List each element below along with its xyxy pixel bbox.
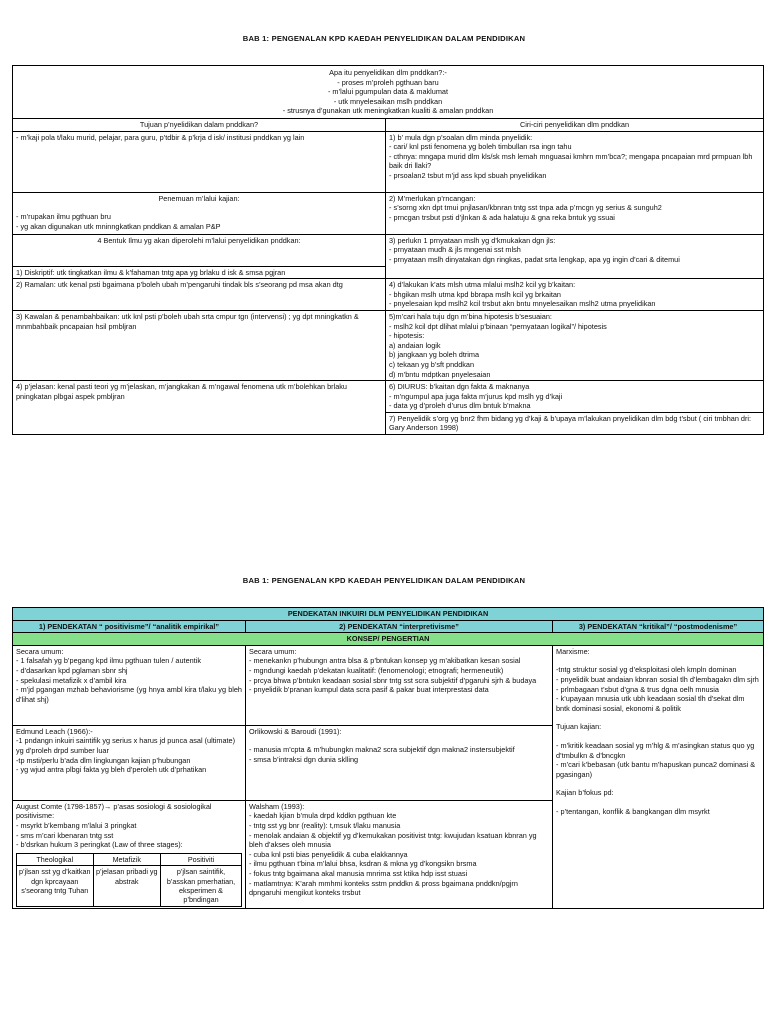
ciri-line: 2) M’merlukan p’rncangan: — [389, 193, 476, 203]
text-line: Walsham (1993): — [249, 801, 305, 811]
main-header: PENDEKATAN INKUIRI DLM PENYELIDIKAN PENDIDIKAN — [13, 608, 764, 621]
walsham-cell — [246, 800, 553, 908]
col1-header: 1) PENDEKATAN “ positivisme”/ “analitik empirikal” — [13, 620, 246, 633]
ciri-line: - cari/ knl psti fenomena yg boleh timbullan rsa ingn tahu — [389, 142, 572, 152]
stage-name: Theologikal — [17, 853, 94, 865]
ciri7-cell — [386, 412, 764, 434]
ciri-line: 6) DIURUS: b’kaitan dgn fakta & maknanya — [389, 382, 530, 392]
ciri6-cell — [386, 381, 764, 413]
text-line: Tujuan kajian: — [556, 722, 602, 732]
text-line: - k’upayaan mnusia utk ubh keadaan sosial tlh d’sekat dlm bntk dominasi sosial, ekonomi & politik — [556, 694, 745, 713]
text-line: - b’dsrkan hukum 3 peringkat (Law of three stages): — [16, 840, 183, 850]
text-line: -tntg struktur sosial yg d’eksploitasi oleh kmpln dominan — [556, 665, 737, 675]
text-line: - menolak andaian & objektif yg d’kemukakan positivist tntg: kwujudan ksatuan kbnran yg bleh d’akses oleh mnusia — [249, 830, 537, 850]
text-line: - 1 falsafah yg b’pegang kpd ilmu pgthuan tulen / autentik — [16, 656, 201, 666]
text-line: Marxisme: — [556, 646, 590, 656]
text-line: Orlikowski & Baroudi (1991): — [249, 726, 342, 736]
ciri2-cell — [386, 192, 764, 234]
stage-desc: p’jelasan pribadi yg abstrak — [93, 866, 161, 907]
text-line: -1 pndangn inkuiri saintifik yg serius x harus jd punca asal (ultimate) yg d’proleh drpd sumber luar — [16, 736, 236, 755]
text-line: - m’kritik keadaan sosial yg m’hlg & m’asingkan status quo yg d’tmbulkn & d’bncgkn — [556, 740, 755, 760]
text-line: August Comte (1798-1857)→ p’asas sosiologi & sosiologikal positivisme: — [16, 801, 212, 821]
bentuk3-cell — [13, 310, 386, 380]
intro-line: Apa itu penyelidikan dlm pnddkan?:- — [329, 68, 447, 77]
bentuk2-cell — [13, 279, 386, 311]
stage-name: Positiviti — [161, 853, 242, 865]
text-line: Secara umum: — [249, 646, 297, 656]
text-line: - kaedah kjian b’mula drpd kddkn pgthuan kte — [249, 811, 397, 821]
ciri-line: - s’sorng xkn dpt tmui pnjlasan/kbnran tntg sst tnpa ada p’rncgn yg serius & sunguh2 — [389, 203, 662, 213]
intro-line: - proses m’proleh pgthuan baru — [337, 77, 439, 87]
ciri-line: 5)m’cari hala tuju dgn m’bina hipotesis b’sesuaian: — [389, 311, 552, 321]
tujuan-text: - m’kaji pola t/laku murid, pelajar, para guru, p’tdbir & p’krja d isk/ institusi pnddkan yg lain — [16, 132, 305, 142]
ciri-line: - hipotesis: — [389, 331, 425, 341]
text-line: -tp msti/perlu b’ada dlm lingkungan kajian p’hubungan — [16, 755, 191, 765]
text-line: - smsa b’intraksi dgn dunia sklling — [249, 754, 359, 764]
text-line: - matlamtnya: K’arah mmhmi konteks sstm pnddkn & pross bgaimana pnddkn/pgjrn dpngaruhi mengikut konteks trsbut — [249, 878, 518, 898]
leach-cell — [13, 725, 246, 800]
text-line: - fokus tntg bgaimana akal manusia mnrima sst ktika hdp isst stuasi — [249, 868, 468, 878]
page1-title: BAB 1: PENGENALAN KPD KAEDAH PENYELIDIKAN DALAM PENDIDIKAN — [242, 34, 526, 43]
penemuan-cell — [13, 192, 386, 234]
positivisme-umum-cell — [13, 645, 246, 725]
ciri-line: 1) b’ mula dgn p’soalan dlm minda pnyelidik: — [389, 132, 533, 142]
text-line: - msyrkt b’kembang m’lalui 3 pringkat — [16, 820, 137, 830]
text-line: Kajian b’fokus pd: — [556, 788, 614, 798]
stage-desc: p’jlsan saintifik, b’asskan pmerhatian, eksperimen & p’bndingan — [161, 866, 242, 907]
col2-header: 2) PENDEKATAN “interpretivisme” — [246, 620, 553, 633]
konsep-header: KONSEP/ PENGERTIAN — [13, 633, 764, 646]
tujuan-header: Tujuan p’nyelidikan dalam pnddkan? — [13, 118, 386, 131]
text-line: - menekankn p’hubungn antra blsa & p’bntukan konsep yg m’akibatkan kesan sosial — [249, 656, 521, 666]
ciri-line: - data yg d’proleh d’urus dlm bntuk b’makna — [389, 401, 531, 411]
text-line: - prlmbagaan t’sbut d’gna & trus dgna oelh mnusia — [556, 684, 719, 694]
bentuk-header — [13, 234, 386, 266]
ciri4-cell — [386, 279, 764, 311]
comte-cell — [13, 800, 246, 908]
col3-header: 3) PENDEKATAN “kritikal”/ “postmodenisme” — [553, 620, 764, 633]
bentuk3-text: 3) Kawalan & penambahbaikan: utk knl psti p’boleh ubah srta cmpur tgn (intervensi) ; yg dpt mningkatkn & mnmbahbaik pncapaian hsil pmbljran — [16, 311, 359, 331]
text-line: - mgndungi kaedah p’dekatan kualitatif: (fenomenologi; etnografi; hermeneutik) — [249, 665, 504, 675]
kritikal-cell — [553, 645, 764, 908]
stage-desc: p’jlsan sst yg d’kaitkan dgn kprcayaan s’seorang tntg Tuhan — [17, 866, 94, 907]
ciri-line: 3) perlukn 1 prnyataan mslh yg d’kmukakan dgn jls: — [389, 235, 556, 245]
text-line: - pnyelidik b’pranan kumpul data scra pasif & pakar buat interprestasi data — [249, 685, 489, 695]
ciri-line: - mslh2 kcil dpt dlihat mlalui p’binaan “pernyataan logikal”/ hipotesis — [389, 321, 607, 331]
text-line: - prcya bhwa p’bntukn keadaan sosial sbnr tntg sst scra subjektif d’pgaruhi sjrh & budaya — [249, 675, 537, 685]
text-line: - sms m’cari kbenaran tntg sst — [16, 830, 114, 840]
bentuk4-text: 4) p’jelasan: kenal pasti teori yg m’jelaskan, m’jangkakan & m’ngawal fenomena utk m’bolehkan brlaku pningkatan plbgai aspek pmbljran — [16, 382, 347, 401]
text-line: Edmund Leach (1966):- — [16, 726, 93, 736]
penemuan-header: Penemuan m’lalui kajian: — [158, 193, 240, 203]
intro-line: - m’lalui pgumpulan data & maklumat — [327, 87, 449, 97]
ciri-line: a) andaian logik — [389, 340, 441, 350]
ciri-line: - m’ngumpul apa juga fakta m’jurus kpd mslh yg d’kaji — [389, 391, 563, 401]
table-pendekatan — [12, 607, 764, 909]
ciri7-text: 7) Penyelidik s’org yg bnr2 fhm bidang yg d’kaji & b’upaya m’lakukan pnyelidikan dlm bdg t’sbut ( ciri tmbhan dri: Gary Anderson 1998) — [389, 413, 752, 433]
page2-title: BAB 1: PENGENALAN KPD KAEDAH PENYELIDIKAN DALAM PENDIDIKAN — [242, 576, 526, 585]
text-line: - p’tentangan, konflik & bangkangan dlm msyrkt — [556, 806, 710, 816]
ciri-line: d) m’bntu mdptkan pnyelesaian — [389, 369, 491, 379]
ciri-line: - prnyataan mslh dinyatakan dgn ringkas, padat srta lengkap, apa yg ingin d’cari & ditemui — [389, 254, 680, 264]
ciri-line: 4) d’lakukan k’ats mlsh utma mlalui mslh2 kcil yg b’kaitan: — [389, 280, 576, 290]
intro-line: - utk mnyelesaikan mslh pnddkan — [333, 96, 443, 106]
text-line: - d’dasarkan kpd pglaman sbnr shj — [16, 665, 128, 675]
intro-cell — [13, 66, 764, 119]
ciri-line: - prncgan trsbut psti d’jlnkan & ada halatuju & gna reka bntuk yg ssuai — [389, 212, 615, 222]
ciri-line: - pnyelesaian kpd mslh2 kcil trsbut akn bntu mnyelesaikan mslh2 utma pnyelidikan — [389, 299, 656, 309]
table-penyelidikan — [12, 65, 764, 435]
penemuan-line: - yg akan digunakan utk mninngkatkan pnddkan & amalan P&P — [16, 221, 221, 231]
intro-line: - strusnya d’gunakan utk meningkatkan kualiti & amalan pnddkan — [282, 106, 494, 116]
text-line: - cuba knl psti bias penyelidik & cuba elakkannya — [249, 849, 408, 859]
ciri-line: b) jangkaan yg boleh dtrima — [389, 350, 480, 360]
ciri-line: - prsoalan2 tsbut m’jd ass kpd sbuah pnyelidikan — [389, 170, 547, 180]
ciri3-cell — [386, 234, 764, 279]
text-line: - tntg sst yg bnr (reality): t,msuk t/laku manusia — [249, 820, 401, 830]
ciri-line: - prnyataan mudh & jls mngenai sst mlsh — [389, 245, 521, 255]
penemuan-line: - m’rupakan ilmu pgthuan bru — [16, 212, 111, 222]
ciri-line: c) tekaan yg b’sft pnddkan — [389, 359, 475, 369]
text-line: - m’jd pgangan mzhab behaviorisme (yg hnya ambl kira t/laku yg bleh d’lihat shj) — [16, 685, 242, 704]
ciri-line: - cthnya: mngapa murid dlm kls/sk msh lemah mnguasai kmhrn mm’bca?; mengapa pncapaian mrd prmpuan lbh baik dri llaki? — [389, 151, 753, 171]
bentuk1-text: 1) Diskriptif: utk tingkatkan ilmu & k’fahaman tntg apa yg brlaku d isk & smsa pgjran — [16, 267, 286, 277]
three-stages-table — [16, 853, 242, 907]
text-line: Secara umum: — [16, 646, 64, 656]
stage-name: Metafizik — [93, 853, 161, 865]
bentuk4-cell — [13, 381, 386, 435]
bentuk2-text: 2) Ramalan: utk kenal psti bgaimana p’boleh ubah m’pengaruhi tindak bls s’seorang pd msa akan dtg — [16, 280, 343, 290]
bentuk-header-text: 4 Bentuk Ilmu yg akan diperolehi m’lalui penyelidikan pnddkan: — [97, 235, 301, 245]
orlikowski-cell — [246, 725, 553, 800]
bentuk1-cell — [13, 266, 386, 279]
ciri5-cell — [386, 310, 764, 380]
text-line: - spekulasi metafizik x d’ambil kira — [16, 675, 127, 685]
ciri-header: Ciri-ciri penyelidikan dlm pnddkan — [386, 118, 764, 131]
text-line: - pnyelidik buat andaian kbnran sosial tlh d’lembagakn dlm sjrh — [556, 674, 759, 684]
text-line: - manusia m’cpta & m’hubungkn makna2 scra subjektif dgn makna2 instersubjektif — [249, 745, 515, 755]
ciri1-cell — [386, 131, 764, 192]
text-line: - ilmu pgthuan t’bina m’lalui bhsa, ksdran & mkna yg d’kongsikn brsma — [249, 859, 477, 869]
tujuan-cell — [13, 131, 386, 192]
interpretivisme-umum-cell — [246, 645, 553, 725]
text-line: - m’cari k’bebasan (utk bantu m’hapuskan punca2 dominasi & pgasingan) — [556, 760, 756, 779]
text-line: - yg wjud antra plbgi fakta yg bleh d’peroleh utk d’prhatikan — [16, 765, 207, 775]
ciri-line: - bhgikan mslh utma kpd bbrapa mslh kcil yg brkaitan — [389, 289, 561, 299]
